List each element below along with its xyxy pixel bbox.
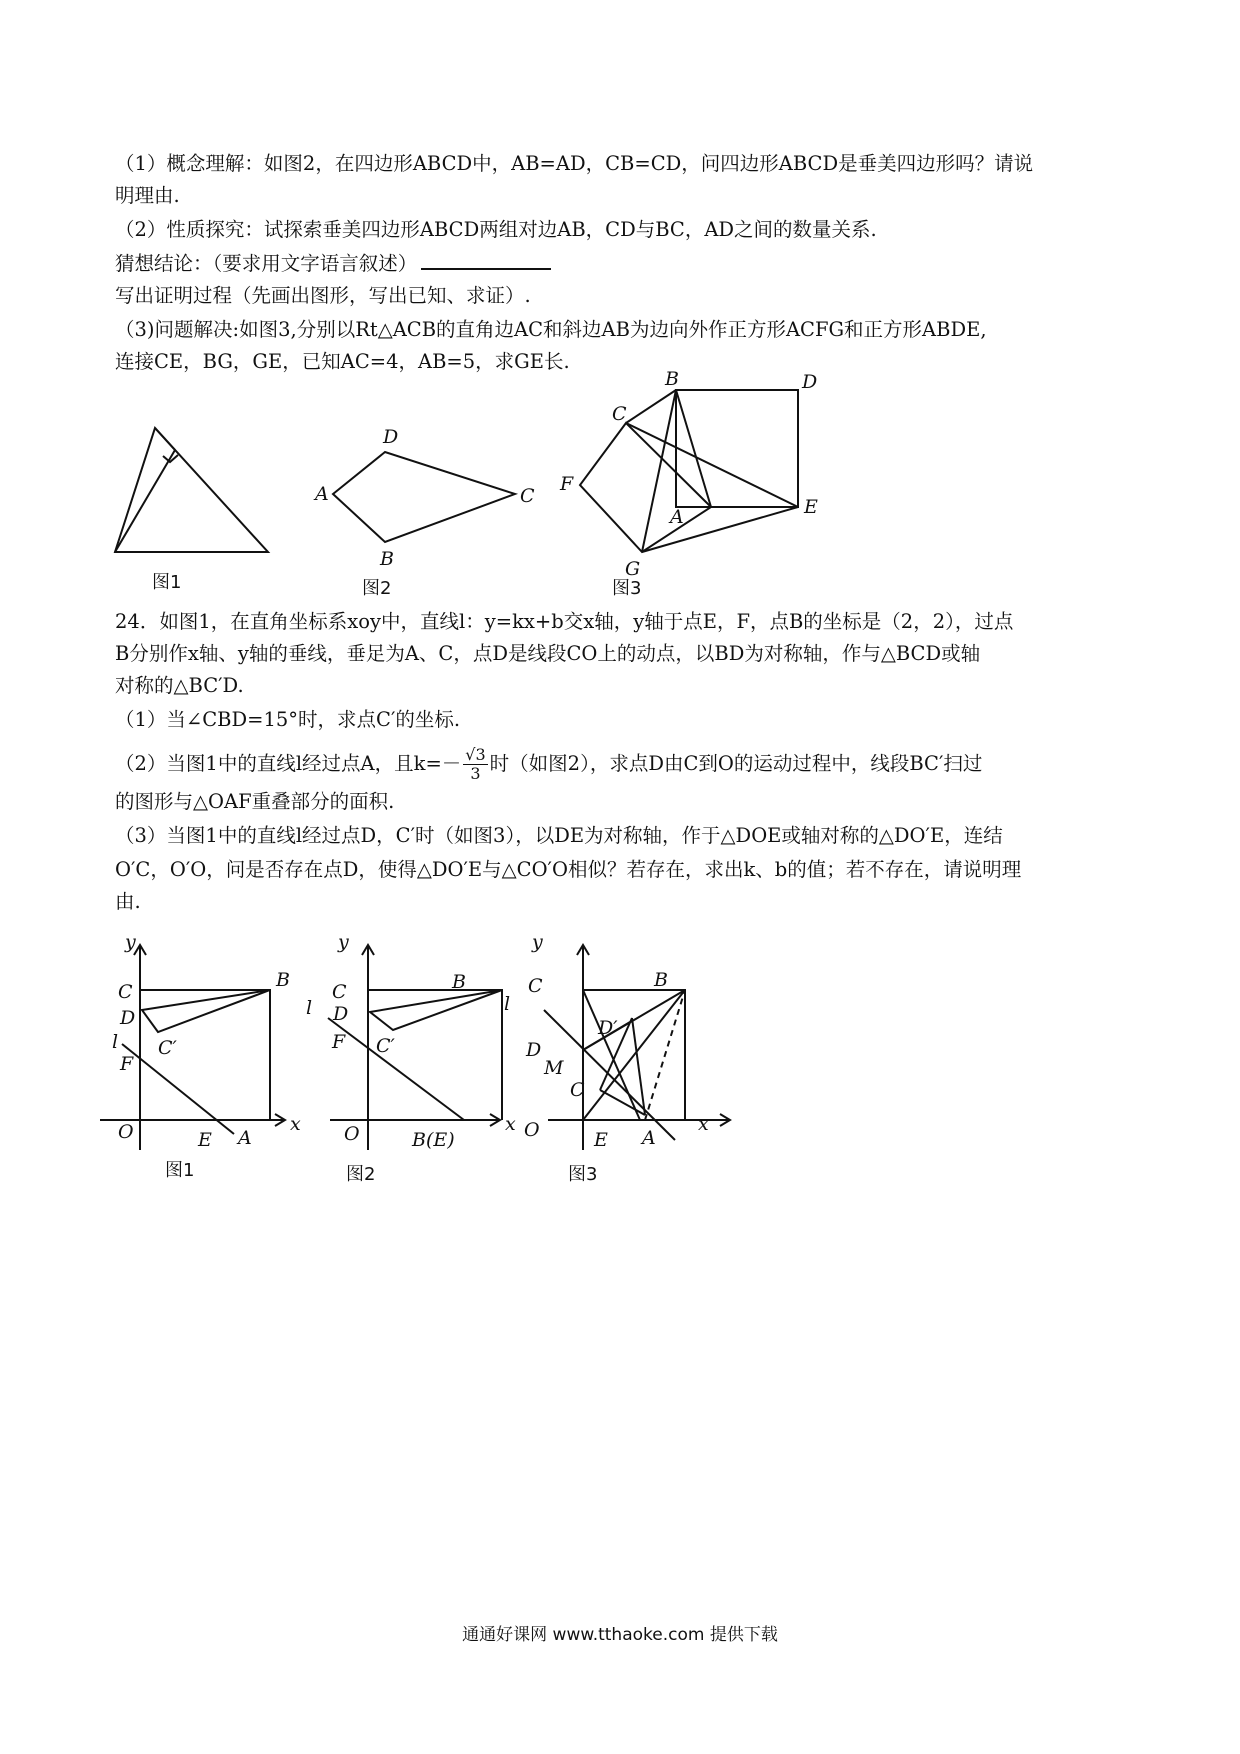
- bf1-label-o: O: [118, 1121, 134, 1143]
- bf1-label-y: y: [125, 931, 136, 953]
- page-footer: 通通好课网 www.tthaoke.com 提供下载: [462, 1625, 778, 1645]
- q24-line-9: 由.: [115, 890, 141, 913]
- fig3-label-d: D: [802, 371, 818, 393]
- fig3-label-b: B: [665, 370, 679, 390]
- fig3-label-g: G: [625, 558, 641, 580]
- text-line-1: （1）概念理解：如图2，在四边形ABCD中，AB=AD，CB=CD，问四边形ABCD是垂美四边形吗？请说: [115, 152, 1034, 175]
- fig3-label-e: E: [804, 496, 818, 518]
- fig2-label-c: C: [520, 485, 535, 507]
- fig1-right-angle-diagram: [115, 428, 268, 552]
- bf2-label-x: x: [505, 1113, 516, 1135]
- bf1-label-d: D: [120, 1007, 136, 1029]
- bf3-label-y: y: [532, 931, 543, 953]
- bf2-label-y: y: [338, 931, 349, 953]
- sqrt3-over-3-fraction: [463, 746, 487, 783]
- bf2-label-cprime: C′: [376, 1035, 395, 1057]
- bf3-caption: 图3: [568, 1164, 598, 1185]
- top-figures: [100, 370, 820, 600]
- q24-part2-prefix: （2）当图1中的直线l经过点A，且k=－: [115, 752, 462, 775]
- fraction-denominator: 3: [470, 764, 481, 783]
- bf1-label-c: C: [118, 981, 133, 1003]
- q24-line-3: 对称的△BC′D.: [115, 674, 244, 697]
- bf2-label-o: O: [344, 1123, 360, 1145]
- bf1-label-e: E: [198, 1129, 212, 1151]
- text-line-7: 连接CE，BG，GE，已知AC=4，AB=5，求GE长.: [115, 350, 570, 373]
- text-line-2: 明理由.: [115, 184, 180, 207]
- answer-blank: [421, 250, 551, 270]
- bf3-label-b: B: [654, 969, 668, 991]
- bf3-label-x: x: [698, 1113, 709, 1135]
- fig3-label-a: A: [670, 506, 684, 528]
- fig1-caption: 图1: [152, 572, 182, 593]
- q24-line-6: 的图形与△OAF重叠部分的面积.: [115, 790, 395, 813]
- fig2-label-a: A: [315, 483, 329, 505]
- q24-line-4: （1）当∠CBD=15°时，求点C′的坐标.: [115, 708, 461, 731]
- bf1-label-b: B: [276, 969, 290, 991]
- bf3-label-dprime: D′: [598, 1017, 618, 1039]
- bf1-label-f: F: [120, 1053, 134, 1075]
- bf1-caption: 图1: [165, 1160, 195, 1181]
- bf3-label-o: O: [524, 1119, 540, 1141]
- bf2-label-be: B(E): [412, 1129, 455, 1151]
- fig2-kite-quadrilateral: [333, 452, 515, 542]
- q24-part2-suffix: 时（如图2），求点D由C到O的运动过程中，线段BC′扫过: [489, 752, 983, 775]
- fig3-caption: 图3: [612, 578, 642, 599]
- conjecture-label: 猜想结论：（要求用文字语言叙述）: [115, 252, 418, 275]
- bf2-label-f: F: [332, 1031, 346, 1053]
- q24-line-1: 24．如图1，在直角坐标系xoy中，直线l：y=kx+b交x轴，y轴于点E，F，点B的坐标是（2，2），过点: [115, 610, 1014, 633]
- bottom-figures: [100, 930, 820, 1190]
- fraction-numerator: √3: [465, 745, 486, 764]
- bf2-label-d: D: [333, 1003, 349, 1025]
- q24-line-7: （3）当图1中的直线l经过点D，C′时（如图3），以DE为对称轴，作于△DOE或轴对称的△DO′E，连结: [115, 824, 1003, 847]
- bf3-label-c2: C: [570, 1079, 585, 1101]
- bf3-label-a: A: [642, 1127, 656, 1149]
- bf1-label-l: l: [112, 1031, 119, 1053]
- q24-line-5: [115, 746, 982, 783]
- bf1-label-x: x: [290, 1113, 301, 1135]
- bf2-diagram: [328, 945, 502, 1150]
- bf3-label-m: M: [544, 1057, 564, 1079]
- fig2-label-b: B: [380, 548, 394, 570]
- bf3-label-l: l: [504, 993, 511, 1015]
- text-line-6: （3)问题解决:如图3,分别以Rt△ACB的直角边AC和斜边AB为边向外作正方形ACFG和正方形ABDE,: [115, 318, 987, 341]
- bf2-label-l: l: [306, 997, 313, 1019]
- bf1-label-a: A: [238, 1127, 252, 1149]
- text-line-3: （2）性质探究：试探索垂美四边形ABCD两组对边AB，CD与BC，AD之间的数量关系.: [115, 218, 877, 241]
- bf2-label-b: B: [452, 971, 466, 993]
- text-line-4: [115, 250, 551, 278]
- bf3-label-d: D: [526, 1039, 542, 1061]
- fig3-label-f: F: [560, 473, 574, 495]
- bf1-label-cprime: C′: [158, 1037, 177, 1059]
- text-line-5: 写出证明过程（先画出图形，写出已知、求证）.: [115, 284, 531, 307]
- bf2-label-c: C: [332, 981, 347, 1003]
- bf3-label-c: C: [528, 975, 543, 997]
- bf2-caption: 图2: [346, 1164, 376, 1185]
- q24-line-2: B分别作x轴、y轴的垂线，垂足为A、C，点D是线段CO上的动点，以BD为对称轴，作与△BCD或轴: [115, 642, 981, 665]
- fig2-label-d: D: [383, 426, 399, 448]
- fig3-label-c: C: [612, 403, 627, 425]
- fig2-caption: 图2: [362, 578, 392, 599]
- bf3-label-e: E: [594, 1129, 608, 1151]
- bf1-diagram: [100, 945, 285, 1150]
- q24-line-8: O′C，O′O，问是否存在点D，使得△DO′E与△CO′O相似？若存在，求出k、b的值；若不存在，请说明理: [115, 858, 1022, 881]
